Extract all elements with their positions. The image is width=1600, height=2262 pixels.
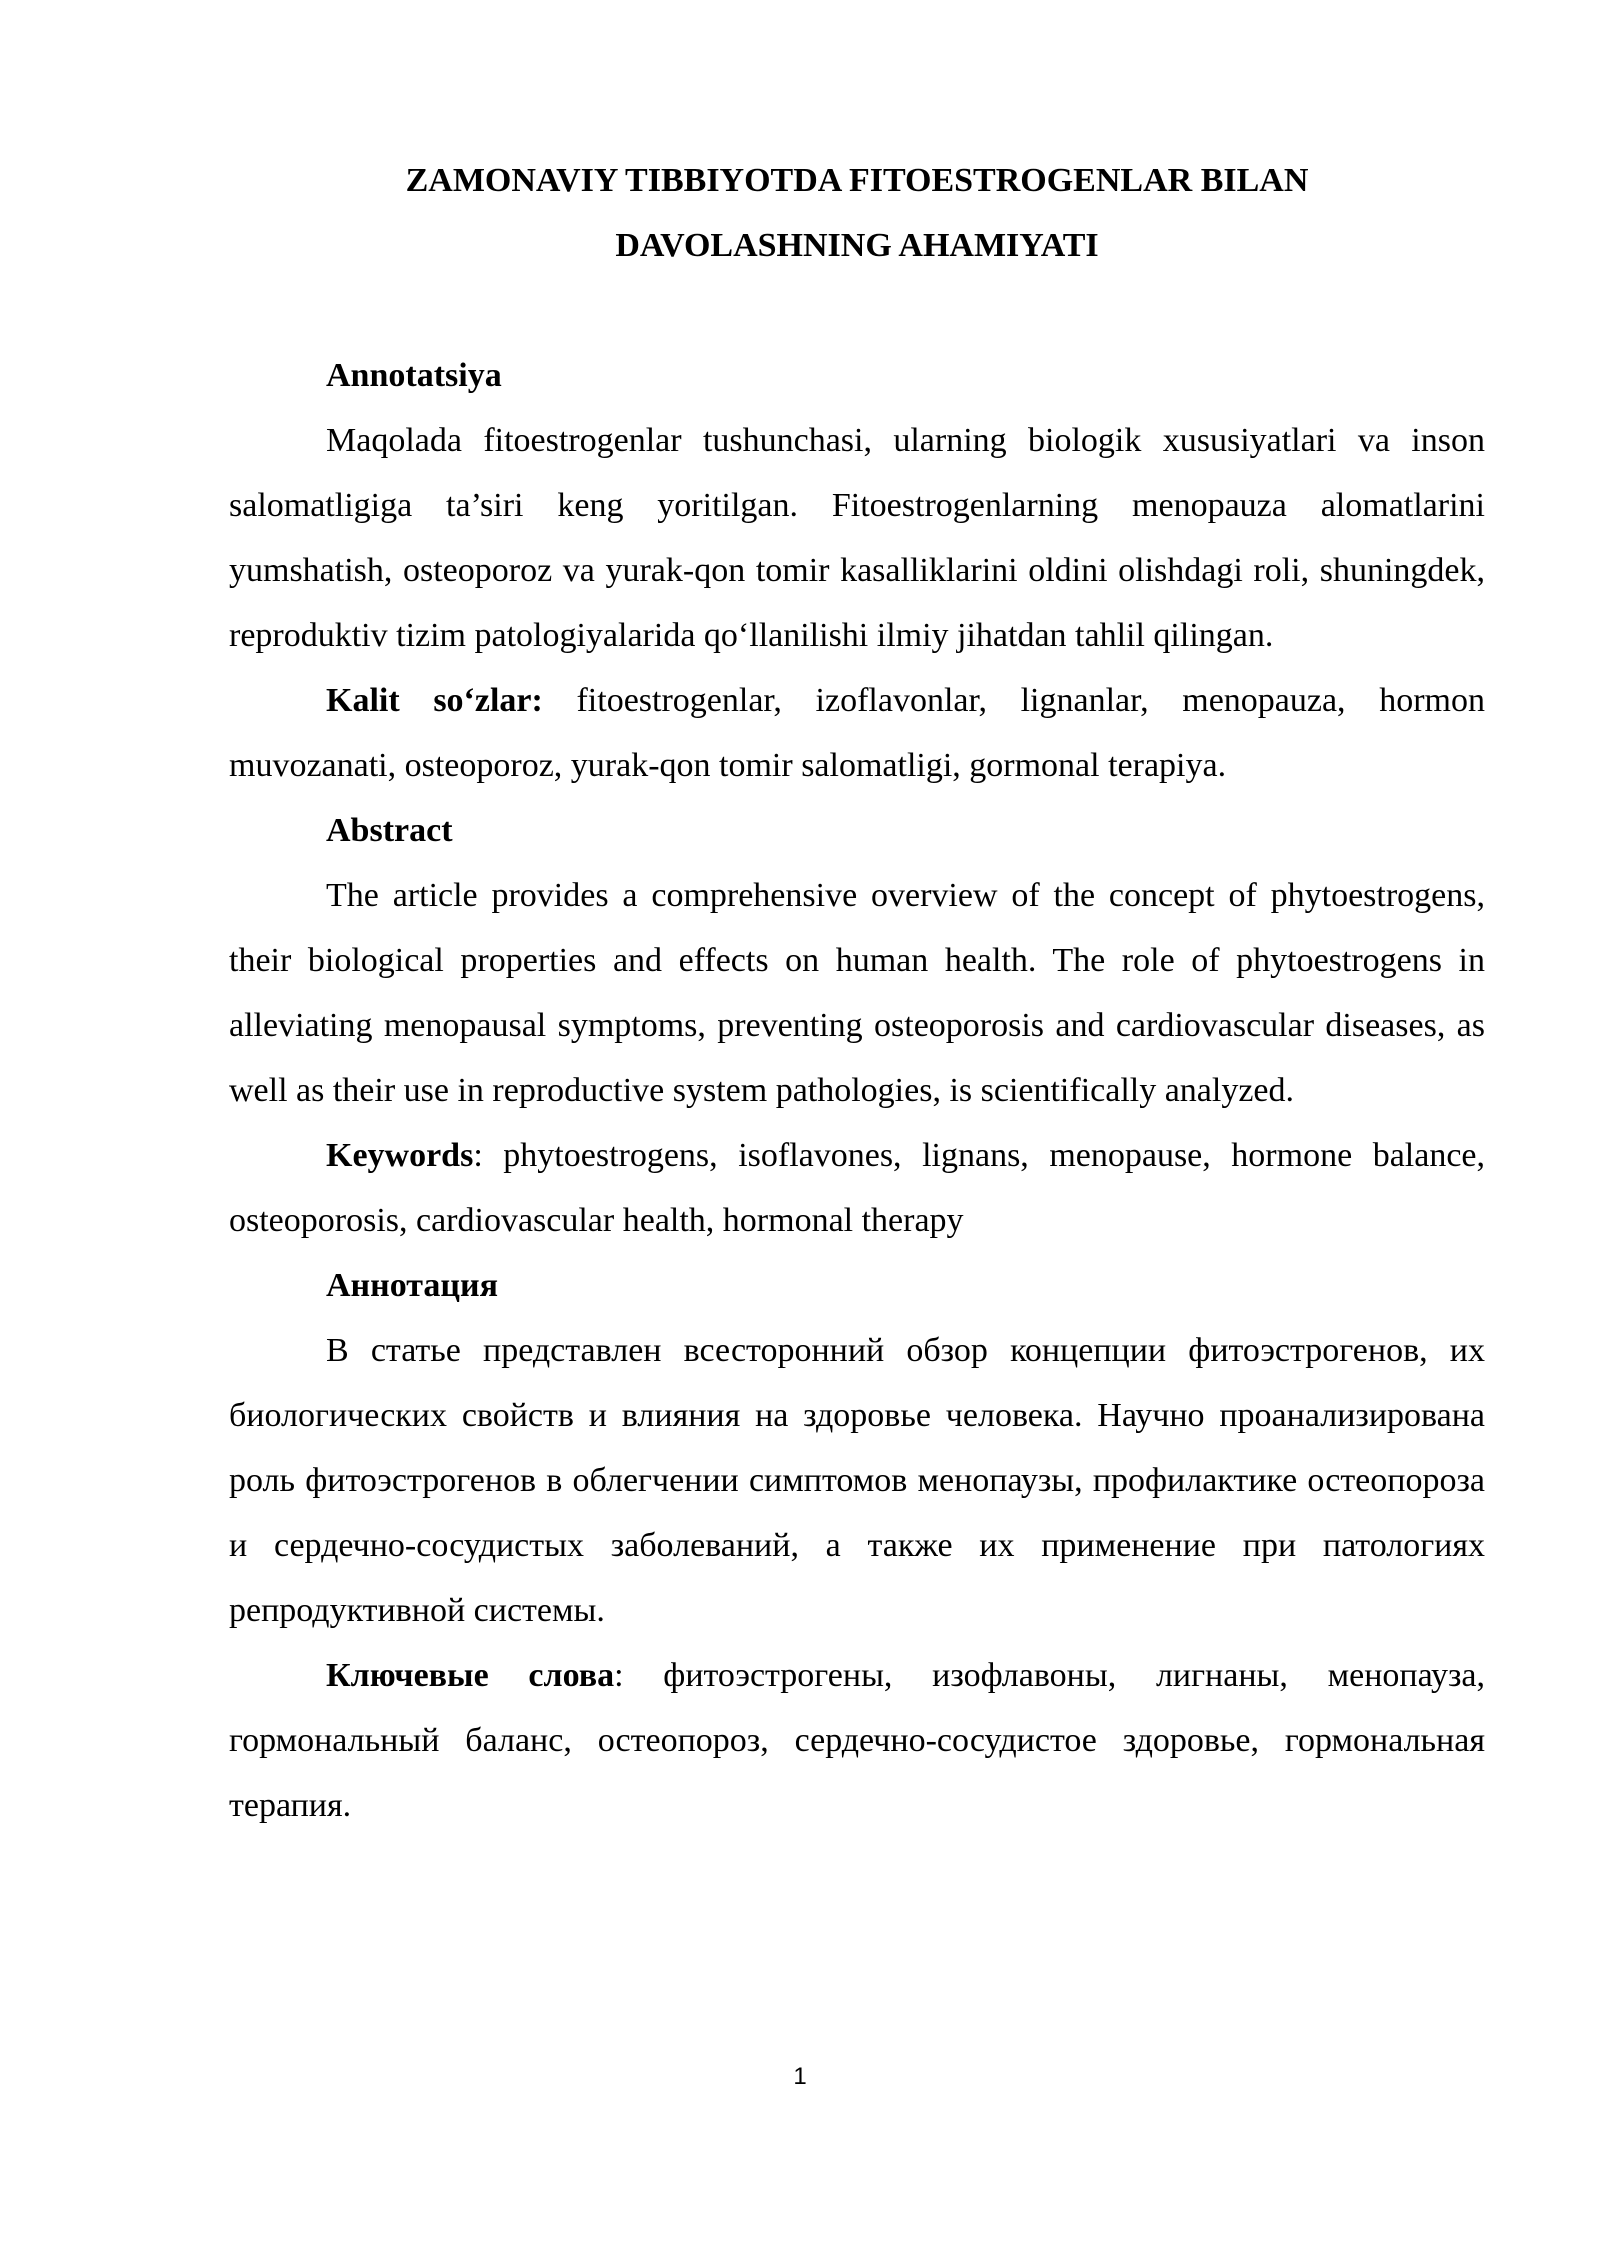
uz-abstract-heading: Annotatsiya — [326, 357, 502, 394]
abstract-en — [229, 798, 1485, 1253]
title-line-2: DAVOLASHNING AHAMIYATI — [615, 227, 1099, 264]
title-line-1: ZAMONAVIY TIBBIYOTDA FITOESTROGENLAR BILAN — [405, 162, 1309, 199]
abstract-uz — [229, 343, 1485, 798]
ru-keywords — [229, 1643, 1485, 1838]
uz-abstract-body: Maqolada fitoestrogenlar tushunchasi, ularning biologik xususiyatlari va inson salomatligiga ta’siri keng yoritilgan. Fitoestrogenlarning menopauza alomatlarini yumshatish, osteoporoz va yurak-qon tomir kasalliklarini oldini olishdagi roli, shuningdek, reproduktiv tizim patologiyalarida qo‘llanilishi ilmiy jihatdan tahlil qilingan. — [229, 422, 1485, 654]
uz-keywords-text: fitoestrogenlar, izoflavonlar, lignanlar, menopauza, hormon muvozanati, osteoporoz, yurak-qon tomir salomatligi, gormonal terapiya. — [229, 682, 1485, 784]
uz-keywords-label: Kalit so‘zlar: — [326, 682, 543, 719]
ru-abstract-body: В статье представлен всесторонний обзор концепции фитоэстрогенов, их биологических свойств и влияния на здоровье человека. Научно проанализирована роль фитоэстрогенов в облегчении симптомов менопаузы, профилактике остеопороза и сердечно-сосудистых заболеваний, а также их применение при патологиях репродуктивной системы. — [229, 1332, 1485, 1629]
ru-keywords-label: Ключевые слова — [326, 1657, 615, 1694]
page-number: 1 — [793, 2063, 807, 2090]
en-keywords-label: Keywords — [326, 1137, 474, 1174]
en-abstract-body: The article provides a comprehensive overview of the concept of phytoestrogens, their biological properties and effects on human health. The role of phytoestrogens in alleviating menopausal symptoms, preventing osteoporosis and cardiovascular diseases, as well as their use in reproductive system pathologies, is scientifically analyzed. — [229, 877, 1485, 1109]
paper-title — [229, 148, 1485, 278]
en-abstract-heading: Abstract — [326, 812, 453, 849]
en-keywords-text: : phytoestrogens, isoflavones, lignans, menopause, hormone balance, osteoporosis, cardiovascular health, hormonal therapy — [229, 1137, 1485, 1239]
ru-keywords-text: : фитоэстрогены, изофлавоны, лигнаны, менопауза, гормональный баланс, остеопороз, сердечно-сосудистое здоровье, гормональная терапия. — [229, 1657, 1485, 1824]
ru-abstract-heading: Аннотация — [326, 1267, 498, 1304]
document-page — [229, 148, 1485, 1838]
abstract-ru — [229, 1253, 1485, 1838]
en-keywords — [229, 1123, 1485, 1253]
uz-keywords — [229, 668, 1485, 798]
